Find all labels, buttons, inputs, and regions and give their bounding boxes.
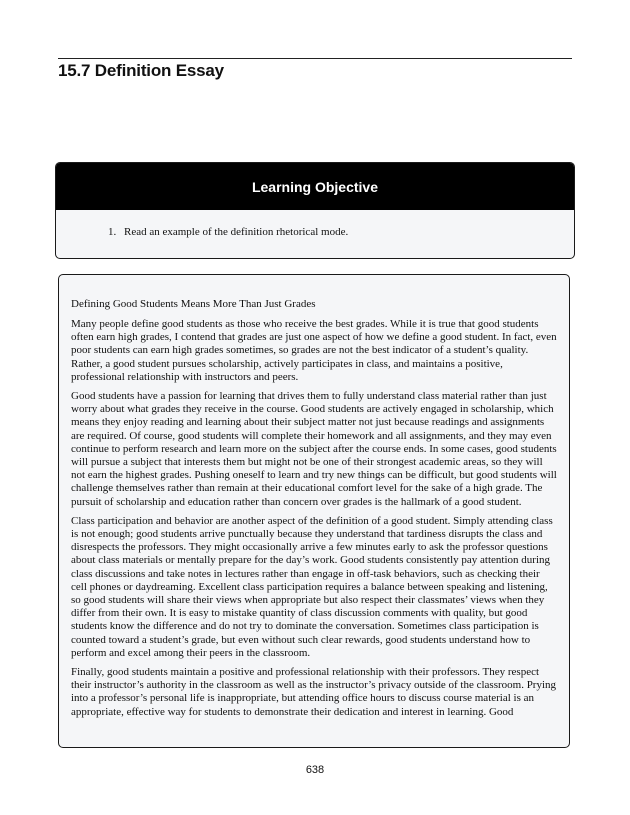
learning-objective-box	[55, 162, 575, 259]
learning-objective-text: Read an example of the definition rhetorical mode.	[124, 226, 349, 238]
learning-objective-item	[108, 226, 348, 238]
essay-paragraph: Class participation and behavior are another aspect of the definition of a good student. Simply attending class is not enough; good students arrive punctually because they understand that tardiness disrupts the class and disrespects the professors. They might occasionally arrive a few minutes early to ask the professor questions about class materials or mentally prepare for the day’s work. Good students consistently pay attention during class discussions and take notes in lectures rather than engage in off-task behaviors, such as checking their cell phones or daydreaming. Excellent class participation requires a balance between speaking and listening, so good students will share their views when appropriate but also respect their classmates’ views when they differ from their own. It is easy to mistake quantity of class discussion comments with quality, but good students know the difference and do not try to dominate the conversation. Sometimes class participation is counted toward a student’s grade, but even without such clear rewards, good students understand how to perform and excel among their peers in the classroom.	[71, 514, 553, 659]
essay-title: Defining Good Students Means More Than Just Grades	[71, 298, 316, 310]
essay-paragraph: Finally, good students maintain a positive and professional relationship with their professors. They respect their instructor’s authority in the classroom as well as the instructor’s privacy outside of the classroom. Prying into a professor’s personal life is inappropriate, but attending office hours to discuss course material is an appropriate, effective way for students to demonstrate their dedication and interest in learning. Good	[71, 666, 557, 718]
list-number: 1.	[108, 226, 117, 238]
page-number: 638	[305, 764, 325, 776]
essay-paragraph: Many people define good students as those who receive the best grades. While it is true that good students often earn high grades, I contend that grades are just one aspect of how we define a good student. In fact, even poor students can earn high grades sometimes, so grades are not the best indicator of a student’s quality. Rather, a good student pursues scholarship, actively participates in class, and maintains a positive, professional relationship with instructors and peers.	[71, 318, 557, 383]
essay-paragraph: Good students have a passion for learning that drives them to fully understand class material rather than just worry about what grades they receive in the course. Good students are actively engaged in scholarship, which means they enjoy reading and learning about their subject matter not just because readings and assignments are required. Of course, good students will complete their homework and all assignments, and they may even continue to perform research and learn more on the subject after the course ends. In some cases, good students will pursue a subject that interests them but might not be one of their strongest academic areas, so they will not earn the highest grades. Pushing oneself to learn and try new things can be difficult, but good students will challenge themselves rather than remain at their educational comfort level for the sake of a high grade. The pursuit of scholarship and education rather than concern over grades is the hallmark of a good student.	[71, 390, 557, 508]
essay-box	[58, 274, 570, 748]
section-title: 15.7 Definition Essay	[58, 61, 224, 80]
top-rule	[58, 58, 572, 59]
learning-objective-header: Learning Objective	[56, 163, 574, 210]
